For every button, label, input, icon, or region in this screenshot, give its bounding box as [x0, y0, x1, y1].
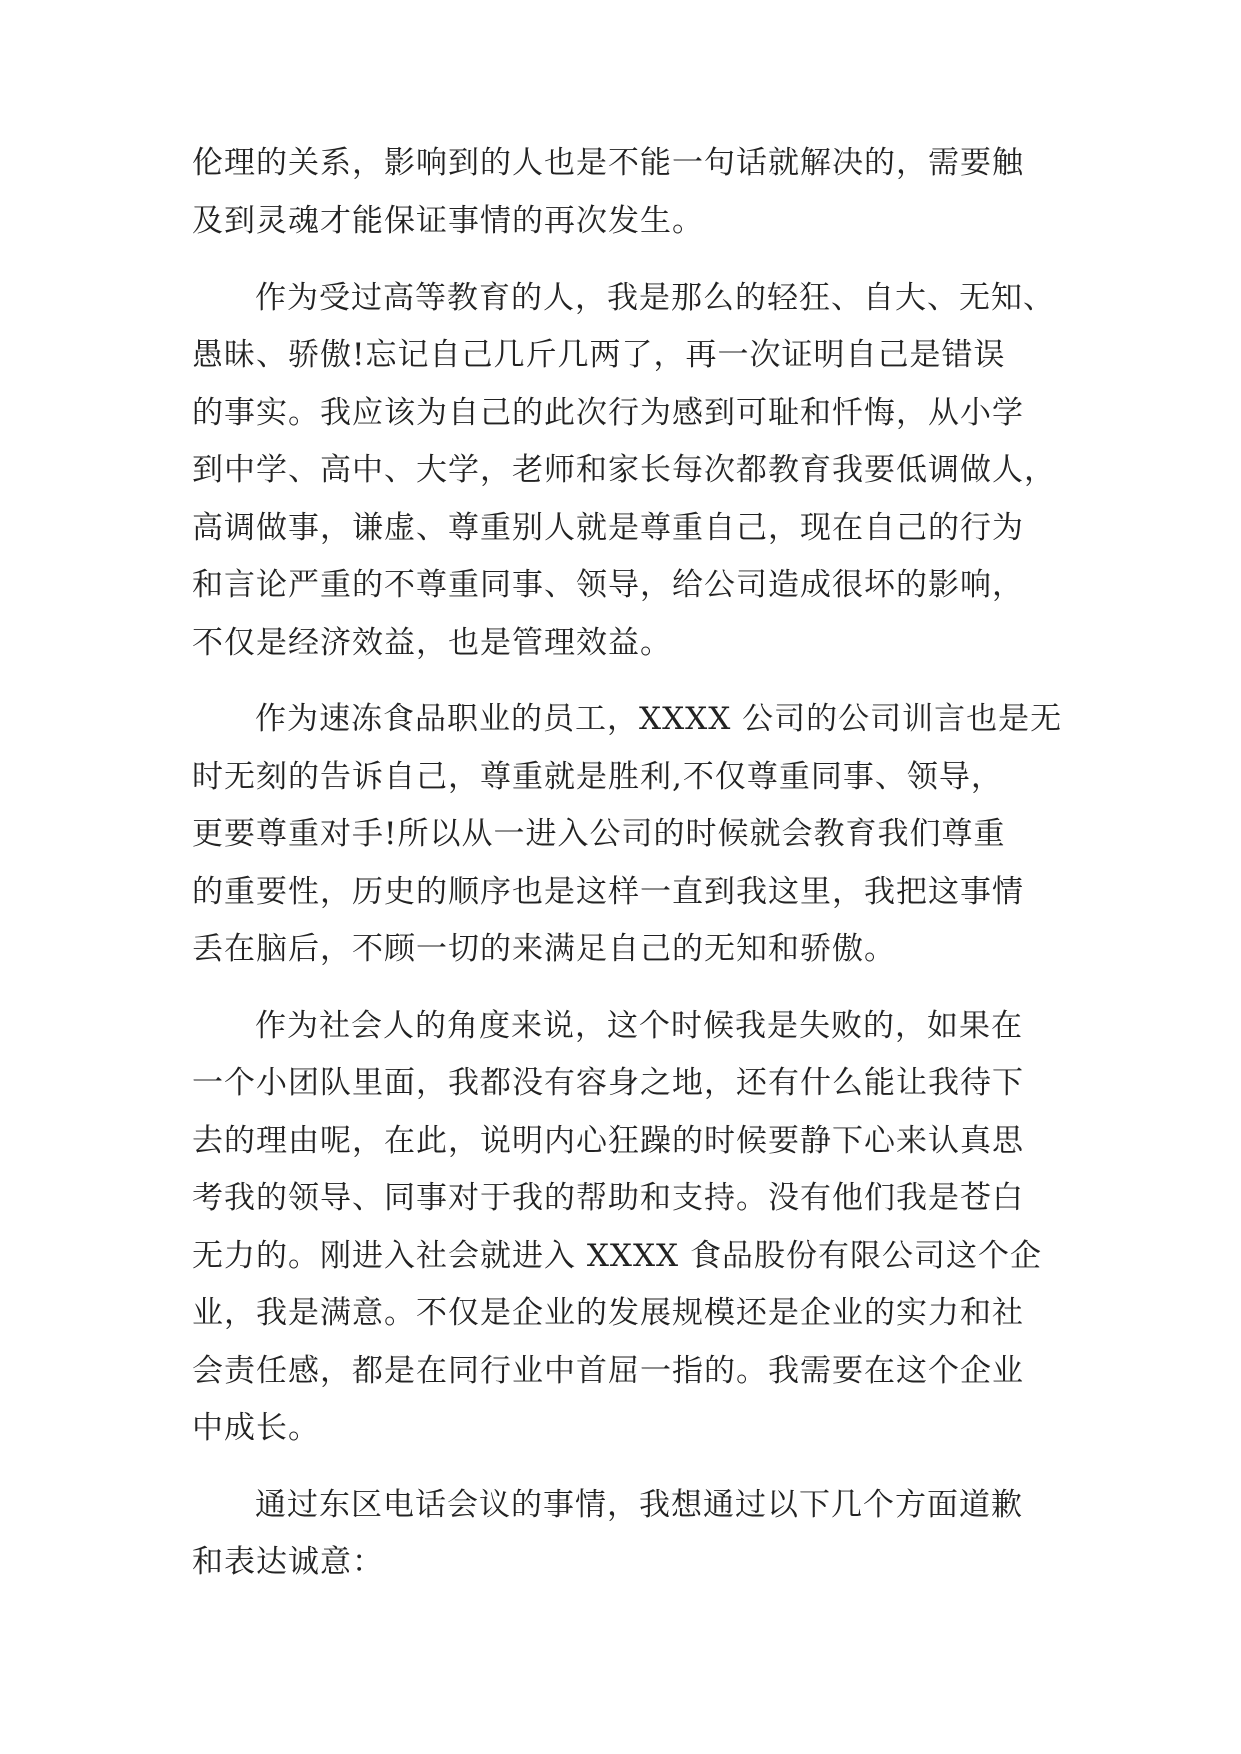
paragraph-first-line: 作为社会人的角度来说，这个时候我是失败的，如果在: [255, 1008, 1023, 1044]
paragraph-first-line: 作为速冻食品职业的员工，XXXX 公司的公司训言也是无: [255, 701, 1063, 737]
text-line: 无力的。刚进入社会就进入 XXXX 食品股份有限公司这个企: [192, 1238, 1042, 1274]
text-line: 时无刻的告诉自己，尊重就是胜利,不仅尊重同事、领导，: [192, 759, 1003, 795]
text-line: 的重要性，历史的顺序也是这样一直到我这里，我把这事情: [192, 874, 1024, 910]
text-line: 更要尊重对手!所以从一进入公司的时候就会教育我们尊重: [192, 816, 1006, 852]
text-line: 丢在脑后，不顾一切的来满足自己的无知和骄傲。: [192, 931, 896, 967]
text-line: 愚昧、骄傲!忘记自己几斤几两了，再一次证明自己是错误: [192, 337, 1006, 373]
text-line: 考我的领导、同事对于我的帮助和支持。没有他们我是苍白: [192, 1180, 1024, 1216]
text-line: 到中学、高中、大学，老师和家长每次都教育我要低调做人，: [192, 452, 1056, 488]
text-line: 去的理由呢，在此，说明内心狂躁的时候要静下心来认真思: [192, 1123, 1024, 1159]
paragraph-first-line: 作为受过高等教育的人，我是那么的轻狂、自大、无知、: [255, 280, 1055, 316]
text-line: 和言论严重的不尊重同事、领导，给公司造成很坏的影响，: [192, 567, 1024, 603]
text-line: 业，我是满意。不仅是企业的发展规模还是企业的实力和社: [192, 1295, 1024, 1331]
text-line: 的事实。我应该为自己的此次行为感到可耻和忏悔，从小学: [192, 395, 1024, 431]
text-line: 一个小团队里面，我都没有容身之地，还有什么能让我待下: [192, 1065, 1024, 1101]
text-line: 不仅是经济效益，也是管理效益。: [192, 625, 672, 661]
paragraph-first-line: 通过东区电话会议的事情，我想通过以下几个方面道歉: [255, 1487, 1023, 1523]
text-line: 及到灵魂才能保证事情的再次发生。: [192, 203, 704, 239]
text-line: 中成长。: [192, 1410, 320, 1446]
text-line: 会责任感，都是在同行业中首屈一指的。我需要在这个企业: [192, 1353, 1024, 1389]
text-line: 伦理的关系，影响到的人也是不能一句话就解决的，需要触: [192, 145, 1024, 181]
text-line: 和表达诚意：: [192, 1544, 384, 1580]
text-line: 高调做事，谦虚、尊重别人就是尊重自己，现在自己的行为: [192, 510, 1024, 546]
